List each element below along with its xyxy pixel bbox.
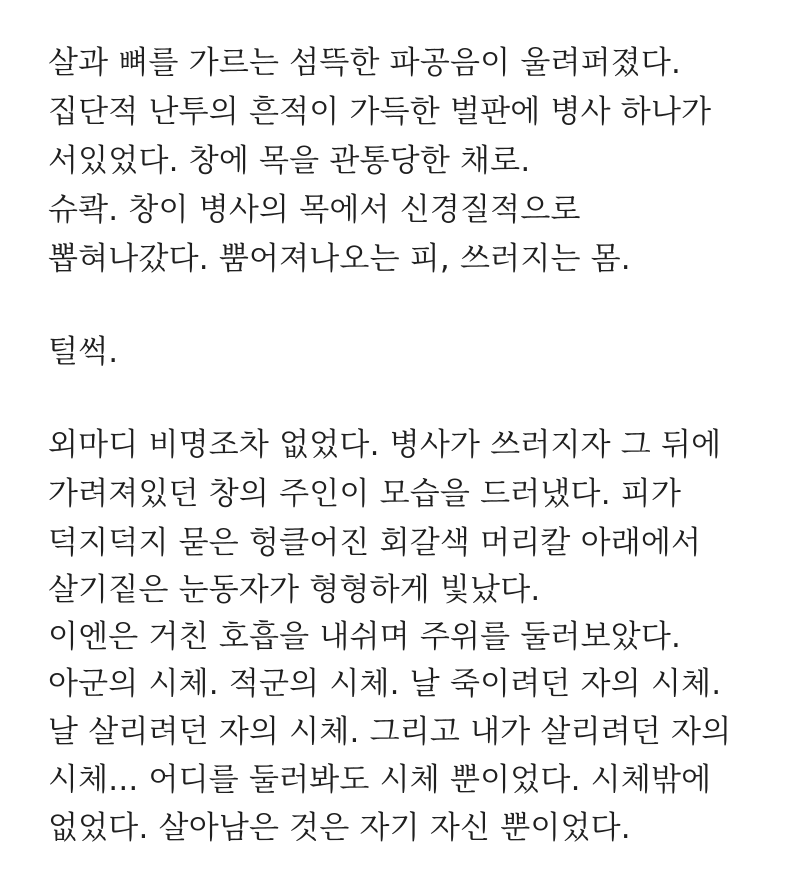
text-line: 없었다. 살아남은 것은 자기 자신 뿐이었다. <box>48 810 631 846</box>
text-line: 뽑혀나갔다. 뿜어져나오는 피, 쓰러지는 몸. <box>48 241 631 277</box>
text-line: 시체... 어디를 둘러봐도 시체 뿐이었다. 시체밖에 <box>48 762 712 798</box>
text-line: 털썩. <box>48 334 119 370</box>
text-line: 아군의 시체. 적군의 시체. 날 죽이려던 자의 시체. <box>48 666 722 702</box>
text-line: 가려져있던 창의 주인이 모습을 드러냈다. 피가 <box>48 476 682 512</box>
text-line: 살기짙은 눈동자가 형형하게 빛났다. <box>48 572 541 608</box>
text-line: 집단적 난투의 흔적이 가득한 벌판에 병사 하나가 <box>48 94 712 130</box>
text-line: 덕지덕지 묻은 헝클어진 회갈색 머리칼 아래에서 <box>48 525 702 561</box>
text-line: 날 살리려던 자의 시체. 그리고 내가 살리려던 자의 <box>48 714 732 750</box>
text-line: 서있었다. 창에 목을 관통당한 채로. <box>48 143 531 179</box>
text-line: 살과 뼈를 가르는 섬뜩한 파공음이 울려퍼졌다. <box>48 45 682 81</box>
text-line: 외마디 비명조차 없었다. 병사가 쓰러지자 그 뒤에 <box>48 427 722 463</box>
text-line: 이엔은 거친 호흡을 내쉬며 주위를 둘러보았다. <box>48 619 682 655</box>
text-line: 슈콱. 창이 병사의 목에서 신경질적으로 <box>48 192 581 228</box>
